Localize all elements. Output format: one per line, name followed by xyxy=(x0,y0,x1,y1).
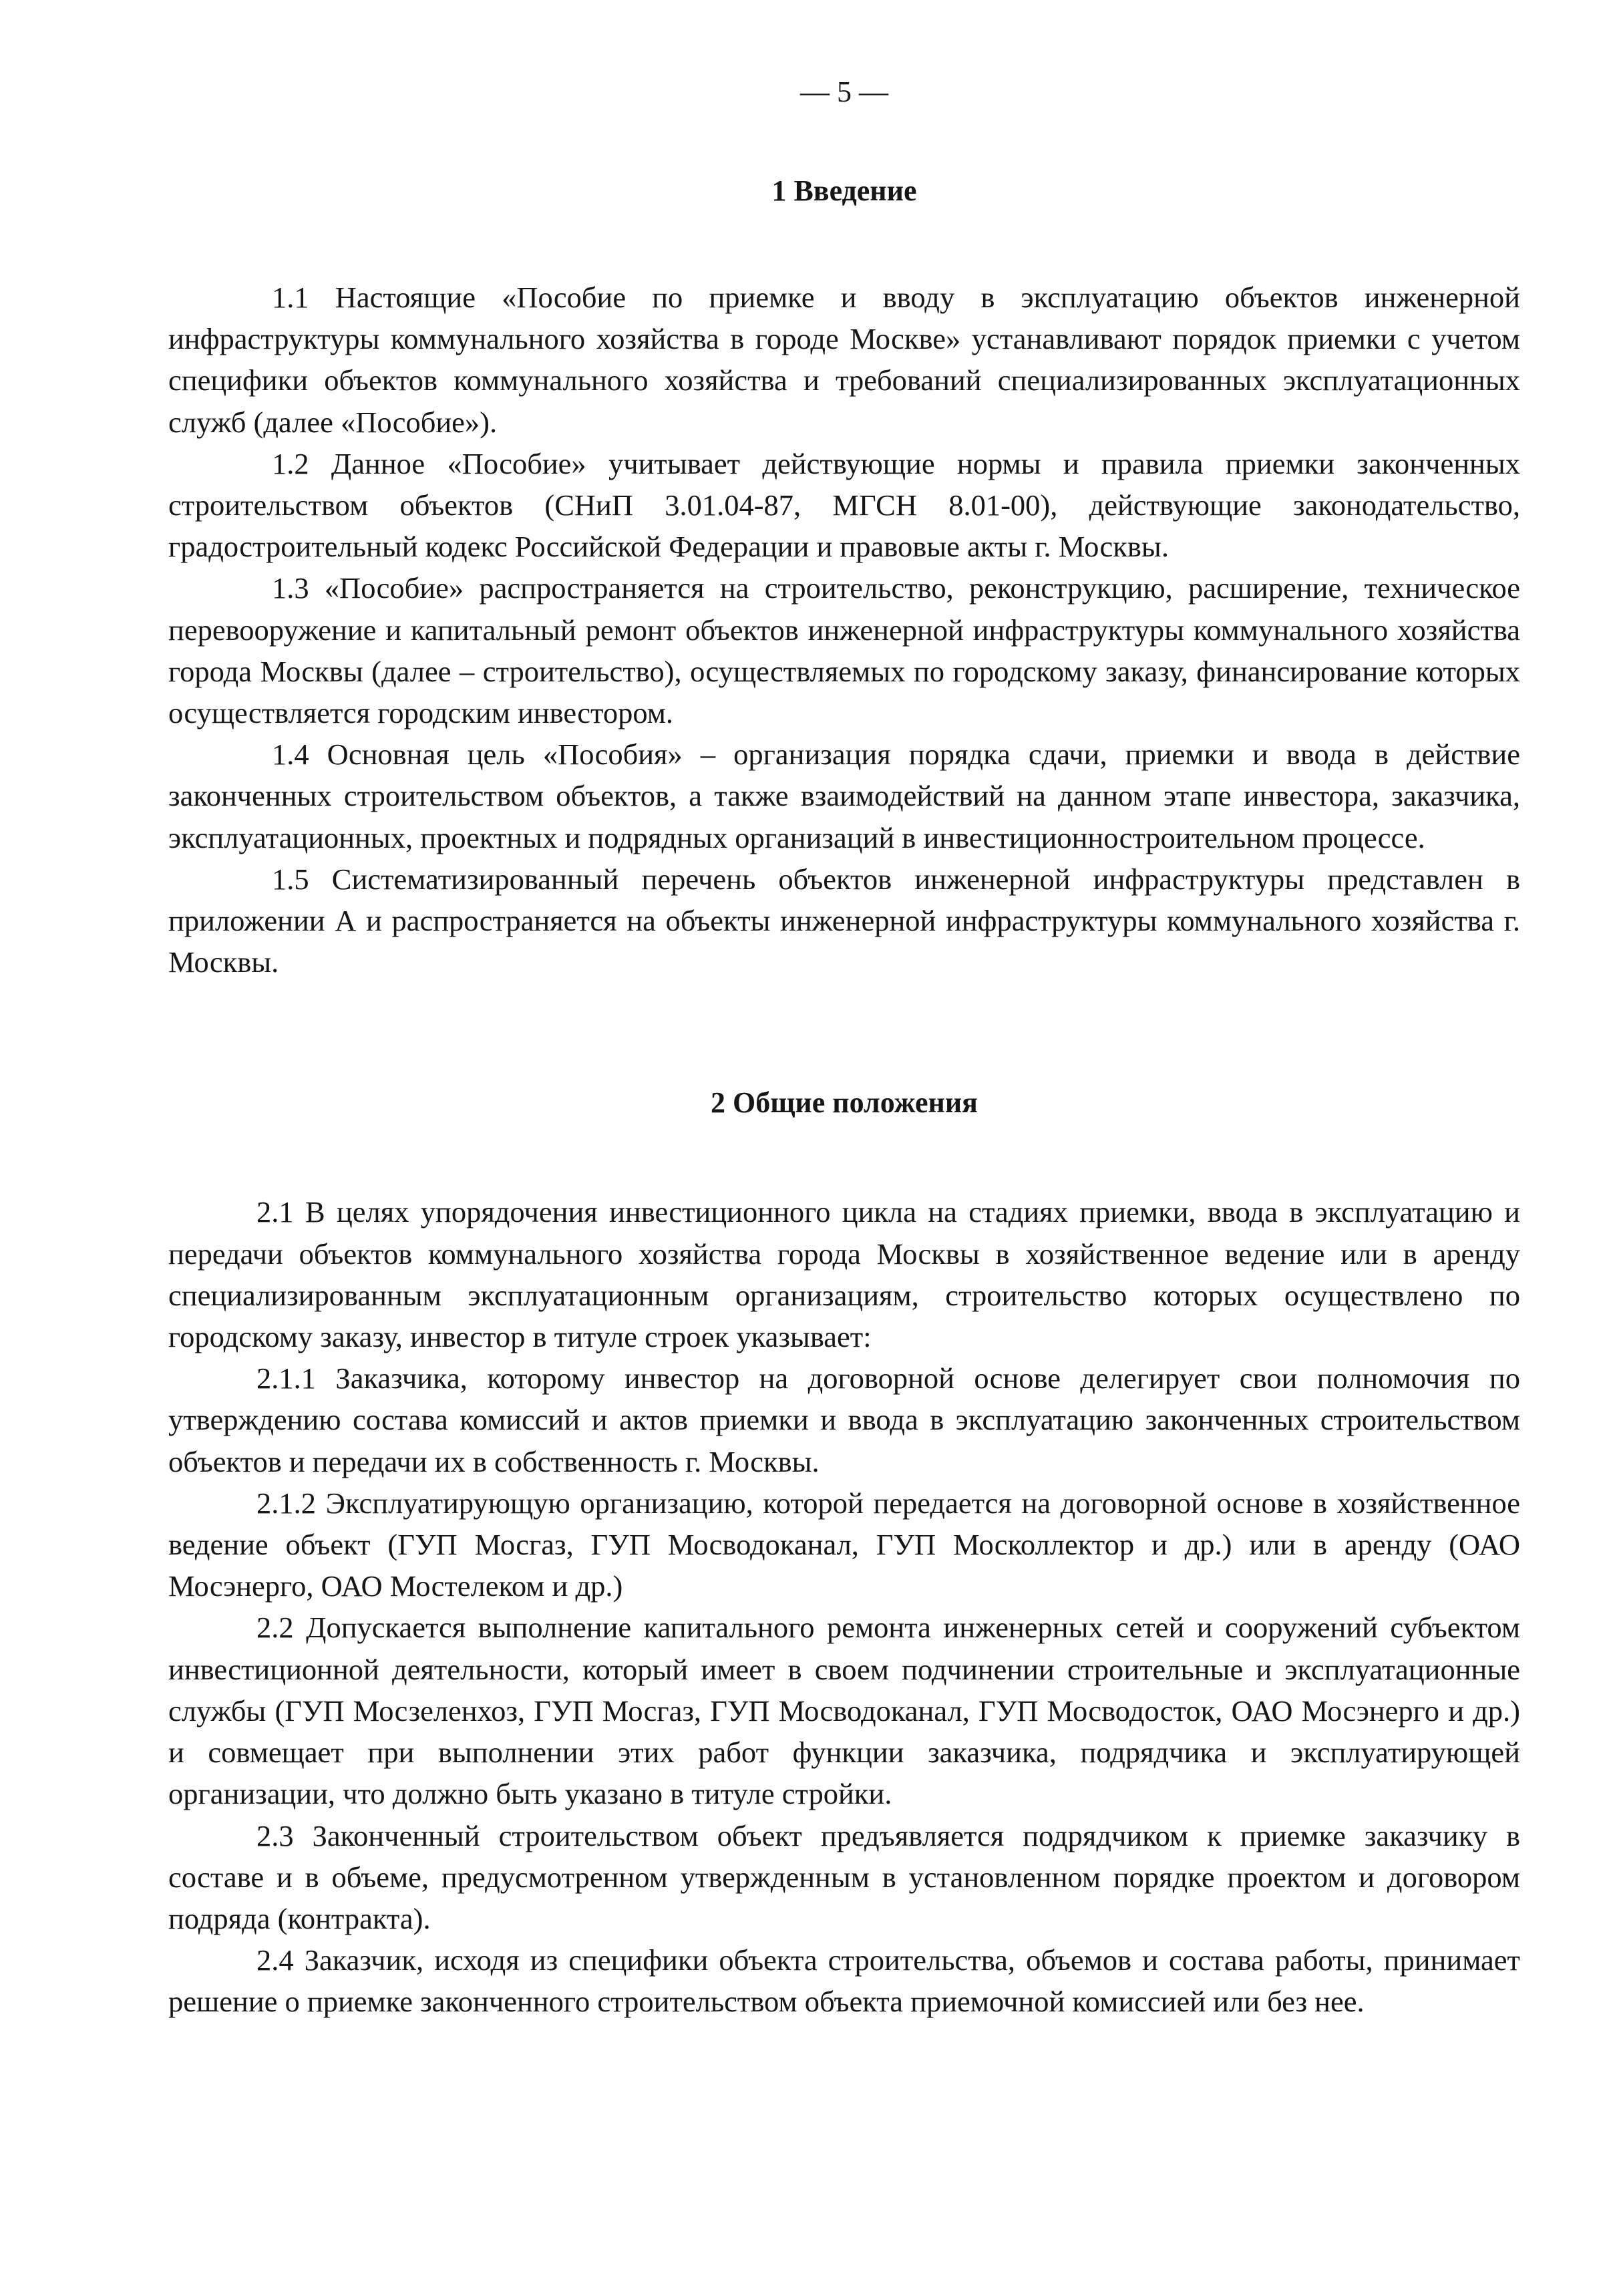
paragraph-1-3: 1.3 «Пособие» распространяется на строительство, реконструкцию, расширение, техническое перевооружение и капитальный ремонт объектов инженерной инфраструктуры коммунального хозяйства города Москвы (далее – строительство), осуществляемых по городскому заказу, финансирование которых осуществляется городским инвестором. xyxy=(168,571,1520,730)
paragraph-2-2: 2.2 Допускается выполнение капитального ремонта инженерных сетей и сооружений субъектом инвестиционной деятельности, который имеет в своем подчинении строительные и эксплуатационные службы (ГУП Мосзеленхоз, ГУП Мосгаз, ГУП Мосводоканал, ГУП Мосводосток, ОАО Мосэнерго и др.) и совмещает при выполнении этих работ функции заказчика, подрядчика и эксплуатирующей организации, что должно быть указано в титуле стройки. xyxy=(168,1611,1520,1811)
paragraph-2-1-2: 2.1.2 Эксплуатирующую организацию, которой передается на договорной основе в хозяйственное ведение объект (ГУП Мосгаз, ГУП Мосводоканал, ГУП Москоллектор и др.) или в аренду (ОАО Мосэнерго, ОАО Мостелеком и др.) xyxy=(168,1486,1520,1603)
paragraph-1-2: 1.2 Данное «Пособие» учитывает действующие нормы и правила приемки законченных строительством объектов (СНиП 3.01.04-87, МГСН 8.01-00), действующие законодательство, градостроительный кодекс Российской Федерации и правовые акты г. Москвы. xyxy=(168,446,1520,564)
paragraph-1-5: 1.5 Систематизированный перечень объектов инженерной инфраструктуры представлен в приложении А и распространяется на объекты инженерной инфраструктуры коммунального хозяйства г. Москвы. xyxy=(168,862,1520,979)
section-title-introduction: 1 Введение xyxy=(771,174,917,207)
paragraph-2-3: 2.3 Законченный строительством объект предъявляется подрядчиком к приемке заказчику в составе и в объеме, предусмотренном утвержденным в установленном порядке проектом и договором подряда (контракта). xyxy=(168,1818,1520,1935)
section-title-general-provisions: 2 Общие положения xyxy=(711,1086,978,1120)
page-number: — 5 — xyxy=(800,75,888,108)
paragraph-1-4: 1.4 Основная цель «Пособия» – организация порядка сдачи, приемки и ввода в действие законченных строительством объектов, а также взаимодействий на данном этапе инвестора, заказчика, эксплуатационных, проектных и подрядных организаций в инвестиционностроительном процессе. xyxy=(168,737,1520,854)
paragraph-1-1: 1.1 Настоящие «Пособие по приемке и вводу в эксплуатацию объектов инженерной инфраструктуры коммунального хозяйства в городе Москве» устанавливают порядок приемки с учетом специфики объектов коммунального хозяйства и требований специализированных эксплуатационных служб (далее «Пособие»). xyxy=(168,281,1520,439)
paragraph-2-1-1: 2.1.1 Заказчика, которому инвестор на договорной основе делегирует свои полномочия по утверждению состава комиссий и актов приемки и ввода в эксплуатацию законченных строительством объектов и передачи их в собственность г. Москвы. xyxy=(168,1361,1520,1478)
paragraph-2-1: 2.1 В целях упорядочения инвестиционного цикла на стадиях приемки, ввода в эксплуатацию и передачи объектов коммунального хозяйства города Москвы в хозяйственное ведение или в аренду специализированным эксплуатационным организациям, строительство которых осуществлено по городскому заказу, инвестор в титуле строек указывает: xyxy=(168,1195,1520,1354)
paragraph-2-4: 2.4 Заказчик, исходя из специфики объекта строительства, объемов и состава работы, принимает решение о приемке законченного строительством объекта приемочной комиссией или без нее. xyxy=(168,1943,1520,2019)
